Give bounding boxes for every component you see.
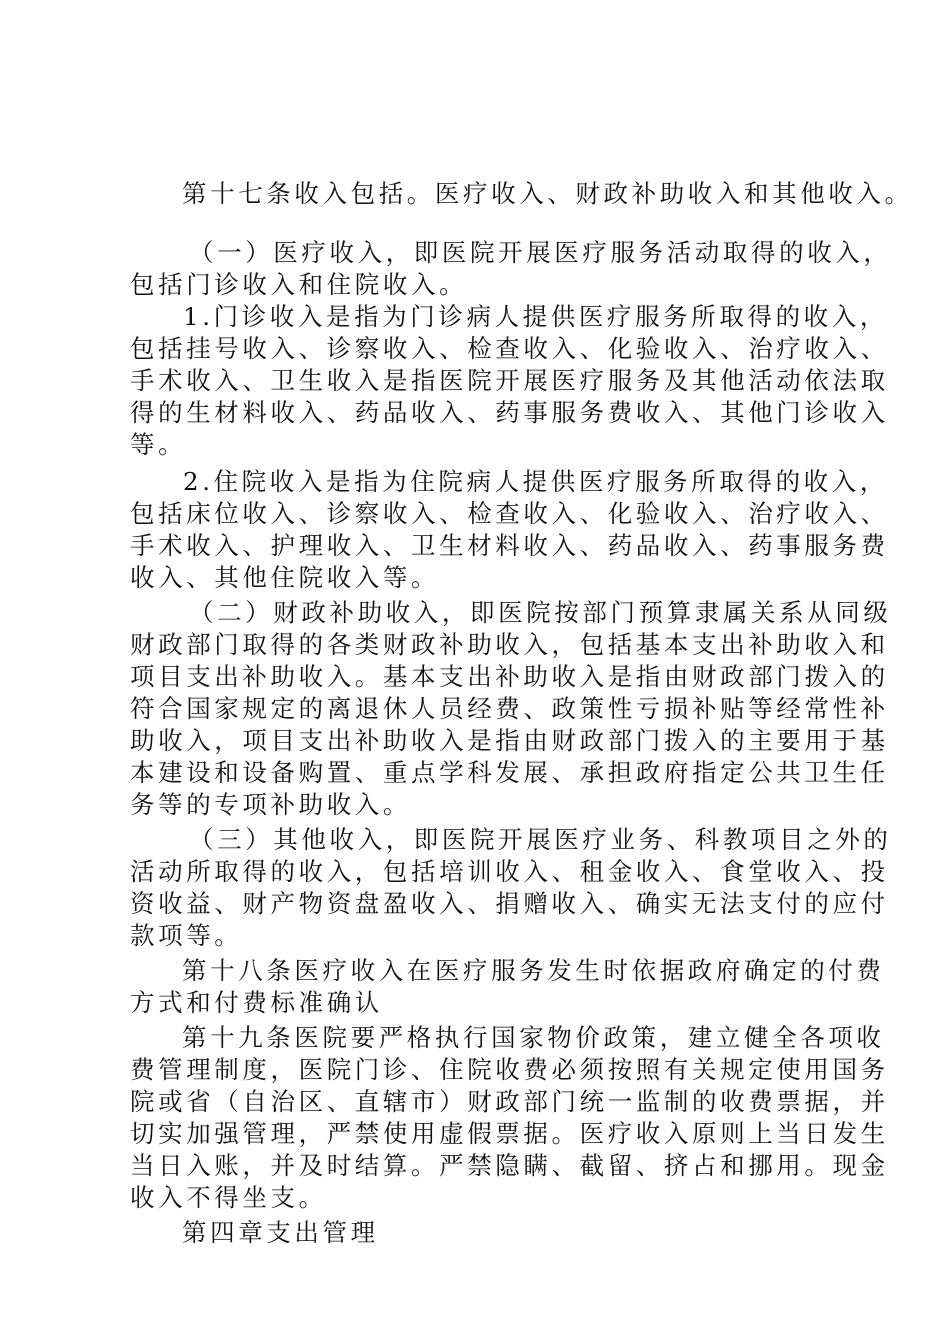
section-2-line-5: 助收入，项目支出补助收入是指由财政部门拨入的主要用于基 — [130, 726, 889, 755]
item-2-line-4: 收入、其他住院收入等。 — [130, 563, 440, 592]
item-1-line-1: 1.门诊收入是指为门诊病人提供医疗服务所取得的收入， — [183, 302, 888, 331]
item-1-line-2: 包括挂号收入、诊察收入、检查收入、化验收入、治疗收入、 — [130, 334, 889, 363]
item-1-line-3: 手术收入、卫生收入是指医院开展医疗服务及其他活动依法取 — [130, 366, 889, 395]
item-2-line-1: 2.住院收入是指为住院病人提供医疗服务所取得的收入， — [183, 467, 888, 496]
section-2-line-7: 务等的专项补助收入。 — [130, 790, 411, 819]
section-3-line-2: 活动所取得的收入，包括培训收入、租金收入、食堂收入、投 — [130, 857, 889, 886]
section-1-line-2: 包括门诊收入和住院收入。 — [130, 270, 468, 299]
section-3-line-1: （三）其他收入，即医院开展医疗业务、科教项目之外的 — [189, 825, 892, 854]
section-2-line-3: 项目支出补助收入。基本支出补助收入是指由财政部门拨入的 — [130, 662, 889, 691]
item-1-line-5: 等。 — [130, 430, 187, 459]
article-19-line-1: 第十九条医院要严格执行国家物价政策，建立健全各项收 — [182, 1023, 885, 1052]
section-2-line-6: 本建设和设备购置、重点学科发展、承担政府指定公共卫生任 — [130, 758, 889, 787]
item-2-line-2: 包括床位收入、诊察收入、检查收入、化验收入、治疗收入、 — [130, 499, 889, 528]
article-18-line-1: 第十八条医疗收入在医疗服务发生时依据政府确定的付费 — [182, 956, 885, 985]
article-19-line-4: 切实加强管理，严禁使用虚假票据。医疗收入原则上当日发生 — [130, 1119, 889, 1148]
section-3-line-3: 资收益、财产物资盘盈收入、捐赠收入、确实无法支付的应付 — [130, 889, 889, 918]
item-1-line-4: 得的生材料收入、药品收入、药事服务费收入、其他门诊收入 — [130, 398, 889, 427]
section-3-line-4: 款项等。 — [130, 921, 243, 950]
section-2-line-1: （二）财政补助收入，即医院按部门预算隶属关系从同级 — [189, 598, 892, 627]
article-19-line-3: 院或省（自治区、直辖市）财政部门统一监制的收费票据，并 — [130, 1087, 889, 1116]
item-2-line-3: 手术收入、护理收入、卫生材料收入、药品收入、药事服务费 — [130, 531, 889, 560]
article-19-line-6: 收入不得坐支。 — [130, 1183, 327, 1212]
section-1-line-1: （一）医疗收入，即医院开展医疗服务活动取得的收入， — [189, 238, 892, 267]
article-17-line-1: 第十七条收入包括。医疗收入、财政补助收入和其他收入。 — [182, 179, 913, 208]
section-2-line-2: 财政部门取得的各类财政补助收入，包括基本支出补助收入和 — [130, 630, 889, 659]
chapter-4-heading: 第四章支出管理 — [182, 1218, 379, 1247]
article-19-line-2: 费管理制度，医院门诊、住院收费必须按照有关规定使用国务 — [130, 1055, 889, 1084]
section-2-line-4: 符合国家规定的离退休人员经费、政策性亏损补贴等经常性补 — [130, 694, 889, 723]
article-19-line-5: 当日入账，并及时结算。严禁隐瞒、截留、挤占和挪用。现金 — [130, 1151, 889, 1180]
article-18-line-2: 方式和付费标准确认 — [130, 988, 383, 1017]
